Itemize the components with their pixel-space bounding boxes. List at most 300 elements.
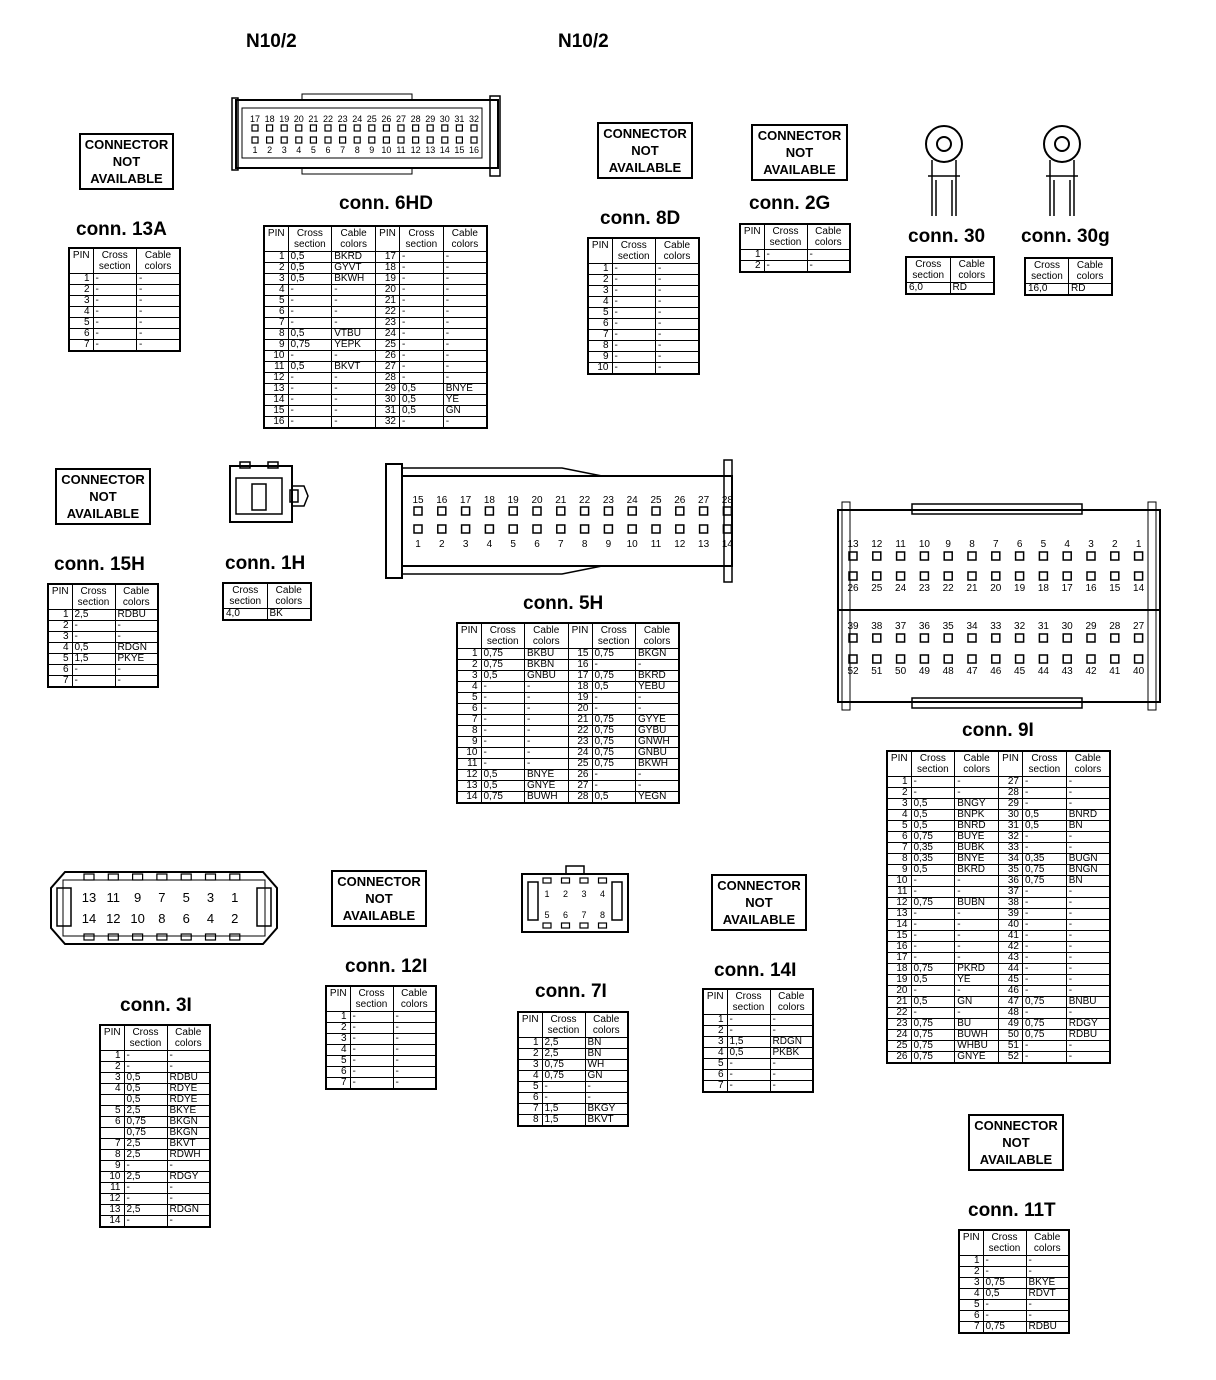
connector-7i-drawing: [518, 866, 632, 936]
cell-pin: 4: [959, 1289, 983, 1300]
col-header-cable-colors: Cable colors: [1069, 258, 1113, 284]
cell-pin: 11: [264, 362, 288, 373]
title-conn-8D: conn. 8D: [600, 208, 681, 229]
cell-cross-section: -: [481, 759, 525, 770]
pin-number-label: 3: [206, 890, 215, 905]
cell-pin: 4: [264, 285, 288, 296]
col-header-pin: PIN: [887, 751, 911, 777]
cell-cable-color: -: [636, 693, 680, 704]
cell-pin: 5: [100, 1106, 124, 1117]
cell-cross-section: -: [350, 1045, 393, 1056]
table-row: [264, 318, 487, 329]
table-header: [48, 584, 158, 610]
cell-cable-color: BKGY: [585, 1104, 628, 1115]
cell-pin: 6: [48, 665, 72, 676]
cell-cross-section: -: [1023, 953, 1067, 964]
cell-cable-color: BKVT: [167, 1139, 210, 1150]
cell-cable-color: YE: [443, 395, 487, 406]
pin-socket: [354, 125, 360, 131]
cell-cross-section: 16,0: [1025, 284, 1069, 296]
cell-cross-section: 0,35: [911, 843, 955, 854]
pin-socket: [296, 125, 302, 131]
pin-number-label: 42: [1085, 666, 1097, 677]
cell-cross-section: 0,5: [288, 329, 332, 340]
cell-cable-color: -: [1066, 920, 1110, 931]
cell-cross-section: 0,35: [911, 854, 955, 865]
col-header-cross-section: Cross section: [400, 226, 444, 252]
cell-cable-color: RDGN: [167, 1205, 210, 1216]
pin-socket: [252, 137, 258, 143]
table-row: [887, 821, 1110, 832]
col-header-cross-section: Cross section: [542, 1012, 585, 1038]
cell-pin: 23: [887, 1019, 911, 1030]
cell-cross-section: -: [400, 296, 444, 307]
cell-cross-section: 0,75: [542, 1060, 585, 1071]
col-header-pin: PIN: [264, 226, 288, 252]
cell-pin: 6: [703, 1070, 727, 1081]
col-header-cross-section: Cross section: [350, 986, 393, 1012]
cell-pin: 25: [376, 340, 400, 351]
table-header: [69, 248, 180, 274]
table-row: [264, 406, 487, 417]
table-row: [588, 286, 699, 297]
pin-number-label: 25: [650, 495, 662, 506]
cell-cable-color: -: [332, 373, 376, 384]
cell-cross-section: 0,75: [1023, 1030, 1067, 1041]
cell-cable-color: BK: [267, 609, 311, 621]
cell-cross-section: -: [72, 632, 115, 643]
pin-number-label: 45: [1014, 666, 1026, 677]
table-header: [457, 623, 679, 649]
pin-number-label: 11: [650, 539, 662, 550]
table-row: [264, 351, 487, 362]
cell-cable-color: -: [443, 274, 487, 285]
col-header-cable-colors: Cable colors: [1066, 751, 1110, 777]
pin-socket: [206, 874, 216, 880]
pin-socket: [628, 525, 636, 533]
cell-cable-color: BUGN: [1066, 854, 1110, 865]
cell-cable-color: BKRD: [955, 865, 999, 876]
cell-cable-color: BKGN: [167, 1128, 210, 1139]
table-row: [100, 1051, 210, 1062]
cell-pin: 17: [887, 953, 911, 964]
cell-cross-section: -: [124, 1161, 167, 1172]
pin-number-label: 8: [354, 145, 360, 155]
col-header-pin: PIN: [376, 226, 400, 252]
cell-pin: 2: [457, 660, 481, 671]
title-conn-12I: conn. 12I: [345, 956, 428, 977]
pin-socket: [1016, 655, 1024, 663]
pin-socket: [944, 655, 952, 663]
pin-socket: [427, 125, 433, 131]
cell-cable-color: -: [1066, 887, 1110, 898]
cell-cross-section: -: [350, 1067, 393, 1078]
pin-socket: [1039, 655, 1047, 663]
pin-socket: [580, 878, 588, 883]
table-row: [887, 1052, 1110, 1064]
pin-number-label: 10: [130, 911, 145, 926]
pin-table-1H: [222, 582, 312, 621]
pin-socket: [1063, 634, 1071, 642]
cell-cross-section: 0,5: [911, 821, 955, 832]
not-available-box-15H: CONNECTOR NOT AVAILABLE: [55, 468, 151, 525]
ring-terminal-30-drawing: [922, 124, 966, 218]
table-row: [740, 250, 850, 261]
cell-pin: 28: [376, 373, 400, 384]
table-row: [740, 261, 850, 273]
cell-pin: 10: [588, 363, 612, 375]
cell-cross-section: -: [592, 693, 636, 704]
pin-socket: [968, 572, 976, 580]
cell-pin: 38: [999, 898, 1023, 909]
pin-number-label: 6: [534, 539, 540, 550]
table-row: [264, 373, 487, 384]
table-row: [887, 887, 1110, 898]
cell-pin: 16: [568, 660, 592, 671]
table-row: [518, 1071, 628, 1082]
cell-cross-section: -: [400, 274, 444, 285]
table-row: [588, 308, 699, 319]
cell-cable-color: -: [1066, 986, 1110, 997]
cell-cross-section: -: [612, 363, 656, 375]
pin-number-label: 23: [918, 583, 930, 594]
pin-table-7I: [517, 1011, 629, 1127]
cell-cable-color: -: [955, 1008, 999, 1019]
cell-pin: 34: [999, 854, 1023, 865]
cell-cable-color: -: [332, 395, 376, 406]
cell-cross-section: 0,5: [911, 799, 955, 810]
cell-cable-color: -: [525, 715, 569, 726]
cell-pin: [100, 1095, 124, 1106]
cell-cross-section: -: [124, 1051, 167, 1062]
cell-pin: 31: [999, 821, 1023, 832]
pin-socket: [354, 137, 360, 143]
cell-pin: 3: [457, 671, 481, 682]
cell-cable-color: GN: [443, 406, 487, 417]
cell-cross-section: -: [93, 296, 137, 307]
cell-pin: 26: [887, 1052, 911, 1064]
cell-cable-color: BN: [585, 1038, 628, 1049]
cell-cable-color: -: [1066, 788, 1110, 799]
cell-cable-color: WHBU: [955, 1041, 999, 1052]
not-available-box-14I: CONNECTOR NOT AVAILABLE: [711, 874, 807, 931]
cell-cable-color: -: [332, 318, 376, 329]
cell-cross-section: -: [911, 909, 955, 920]
cell-cable-color: -: [1026, 1300, 1069, 1311]
cell-cable-color: -: [115, 676, 158, 688]
cell-cross-section: 0,75: [288, 340, 332, 351]
col-header-cable-colors: Cable colors: [267, 583, 311, 609]
cell-cross-section: 0,75: [481, 792, 525, 804]
cell-cable-color: -: [332, 351, 376, 362]
cell-cable-color: -: [443, 252, 487, 263]
col-header-cable-colors: Cable colors: [443, 226, 487, 252]
cell-pin: 6: [69, 329, 93, 340]
pin-number-label: 28: [721, 495, 733, 506]
cell-cable-color: -: [443, 263, 487, 274]
cell-pin: 20: [376, 285, 400, 296]
table-row: [457, 726, 679, 737]
cell-cable-color: -: [1066, 909, 1110, 920]
cell-cable-color: -: [955, 920, 999, 931]
cell-cable-color: -: [1066, 964, 1110, 975]
cell-cable-color: BKYE: [1026, 1278, 1069, 1289]
title-conn-5H: conn. 5H: [523, 593, 604, 614]
table-row: [887, 909, 1110, 920]
cell-cross-section: 0,5: [124, 1084, 167, 1095]
pin-number-label: 19: [1014, 583, 1026, 594]
cell-cross-section: -: [542, 1082, 585, 1093]
cell-cable-color: BKGN: [167, 1117, 210, 1128]
table-row: [326, 1034, 436, 1045]
cell-cross-section: -: [612, 352, 656, 363]
cell-cross-section: -: [911, 942, 955, 953]
cell-cross-section: -: [481, 737, 525, 748]
cell-pin: 21: [376, 296, 400, 307]
cell-cross-section: 0,75: [911, 1030, 955, 1041]
cell-pin: 3: [703, 1037, 727, 1048]
cell-cross-section: -: [983, 1300, 1026, 1311]
table-row: [264, 296, 487, 307]
cell-cross-section: 0,5: [400, 406, 444, 417]
pin-number-label: 8: [599, 910, 606, 920]
cell-cross-section: 0,75: [592, 649, 636, 660]
col-header-cable-colors: Cable colors: [1026, 1230, 1069, 1256]
cell-cable-color: -: [770, 1015, 813, 1026]
pin-number-label: 32: [1014, 621, 1026, 632]
cell-pin: 3: [518, 1060, 542, 1071]
cell-pin: 10: [264, 351, 288, 362]
cell-pin: 23: [376, 318, 400, 329]
cell-pin: 9: [457, 737, 481, 748]
cell-cross-section: 0,75: [592, 726, 636, 737]
pin-number-label: 5: [510, 539, 516, 550]
cell-cable-color: PKRD: [955, 964, 999, 975]
cell-cable-color: -: [525, 759, 569, 770]
cell-cable-color: -: [1066, 799, 1110, 810]
cell-cable-color: RDGN: [770, 1037, 813, 1048]
table-row: [264, 274, 487, 285]
pin-socket: [1135, 552, 1143, 560]
cell-cross-section: -: [1023, 931, 1067, 942]
pin-number-label: 28: [1109, 621, 1121, 632]
cell-cross-section: -: [911, 953, 955, 964]
title-conn-13A: conn. 13A: [76, 219, 167, 240]
cell-cross-section: 0,75: [911, 898, 955, 909]
cell-cross-section: -: [288, 318, 332, 329]
cell-pin: 15: [887, 931, 911, 942]
cell-pin: 7: [703, 1081, 727, 1093]
cell-cross-section: 0,75: [911, 1019, 955, 1030]
cell-cross-section: 2,5: [124, 1205, 167, 1216]
cell-pin: 1: [959, 1256, 983, 1267]
pin-socket: [133, 934, 143, 940]
table-row: [518, 1038, 628, 1049]
cell-cable-color: -: [332, 417, 376, 429]
title-conn-1H: conn. 1H: [225, 553, 306, 574]
table-row: [326, 1023, 436, 1034]
pin-socket: [413, 137, 419, 143]
cell-cable-color: -: [443, 362, 487, 373]
pin-socket: [1016, 572, 1024, 580]
cell-cable-color: -: [656, 352, 700, 363]
cell-pin: 5: [518, 1082, 542, 1093]
cell-cross-section: -: [288, 373, 332, 384]
pin-table-11T: [958, 1229, 1070, 1334]
table-row: [326, 1045, 436, 1056]
title-conn-7I: conn. 7I: [535, 981, 607, 1002]
pin-socket: [873, 655, 881, 663]
pin-number-label: 3: [462, 539, 469, 550]
table-row: [703, 1070, 813, 1081]
cell-cross-section: 0,75: [1023, 876, 1067, 887]
cell-pin: 31: [376, 406, 400, 417]
cell-pin: 3: [48, 632, 72, 643]
pin-number-label: 22: [942, 583, 954, 594]
cell-cable-color: -: [393, 1034, 436, 1045]
pin-number-label: 21: [966, 583, 978, 594]
table-row: [457, 792, 679, 804]
cell-cross-section: -: [124, 1183, 167, 1194]
pin-number-label: 8: [969, 539, 975, 550]
pin-socket: [873, 552, 881, 560]
cell-pin: 12: [887, 898, 911, 909]
cell-cable-color: YEGN: [636, 792, 680, 804]
cell-pin: 6: [518, 1093, 542, 1104]
cell-cross-section: 0,5: [1023, 821, 1067, 832]
cell-cable-color: -: [332, 384, 376, 395]
pin-number-label: 13: [81, 890, 97, 905]
pin-number-label: 10: [918, 539, 930, 550]
cell-pin: 2: [588, 275, 612, 286]
cell-cross-section: 0,5: [592, 792, 636, 804]
cell-cross-section: 0,5: [288, 263, 332, 274]
table-row: [100, 1216, 210, 1228]
cell-pin: 12: [457, 770, 481, 781]
cell-pin: 35: [999, 865, 1023, 876]
table-row: [100, 1161, 210, 1172]
pin-socket: [920, 552, 928, 560]
cell-cross-section: 2,5: [72, 610, 115, 621]
cell-cable-color: -: [393, 1012, 436, 1023]
cell-pin: 6: [588, 319, 612, 330]
pin-socket: [599, 878, 607, 883]
pin-socket: [1063, 552, 1071, 560]
cell-cross-section: -: [288, 285, 332, 296]
pin-number-label: 52: [847, 666, 859, 677]
cell-pin: 19: [376, 274, 400, 285]
table-row: [887, 898, 1110, 909]
pin-socket: [310, 137, 316, 143]
cell-pin: 10: [100, 1172, 124, 1183]
cell-cable-color: -: [636, 660, 680, 671]
table-row: [906, 283, 994, 295]
pin-socket: [1016, 634, 1024, 642]
pin-socket: [557, 525, 565, 533]
cell-cross-section: -: [612, 297, 656, 308]
pin-socket: [873, 572, 881, 580]
col-header-cross-section: Cross section: [1025, 258, 1069, 284]
pin-socket: [700, 507, 708, 515]
pin-socket: [456, 125, 462, 131]
cell-pin: 1: [69, 274, 93, 285]
cell-cross-section: -: [592, 704, 636, 715]
pin-socket: [599, 923, 607, 928]
cell-pin: 5: [457, 693, 481, 704]
cell-pin: 27: [568, 781, 592, 792]
cell-cable-color: BUBN: [955, 898, 999, 909]
cell-pin: 17: [568, 671, 592, 682]
cell-cross-section: -: [1023, 799, 1067, 810]
cell-cable-color: -: [770, 1081, 813, 1093]
pin-socket: [1111, 552, 1119, 560]
cell-cable-color: RDGN: [115, 643, 158, 654]
cell-pin: 8: [264, 329, 288, 340]
table-row: [959, 1289, 1069, 1300]
pin-number-label: 9: [945, 539, 951, 550]
pin-number-label: 43: [1061, 666, 1073, 677]
table-header: [223, 583, 311, 609]
cell-cross-section: -: [288, 406, 332, 417]
cell-cable-color: BKYE: [167, 1106, 210, 1117]
table-header: [588, 238, 699, 264]
pin-socket: [325, 125, 331, 131]
cell-cable-color: RDWH: [167, 1150, 210, 1161]
col-header-cross-section: Cross section: [1023, 751, 1067, 777]
pin-socket: [1039, 552, 1047, 560]
cell-cross-section: -: [764, 261, 807, 273]
not-available-box-13A: CONNECTOR NOT AVAILABLE: [79, 133, 174, 190]
pin-number-label: 44: [1037, 666, 1049, 677]
pin-number-label: 6: [325, 145, 331, 155]
cell-pin: 5: [326, 1056, 350, 1067]
table-row: [264, 307, 487, 318]
pin-socket: [230, 934, 240, 940]
pin-number-label: 3: [281, 145, 287, 155]
pin-number-label: 4: [1064, 539, 1070, 550]
not-available-box-8D: CONNECTOR NOT AVAILABLE: [597, 122, 693, 179]
pin-number-label: 15: [1109, 583, 1121, 594]
table-row: [264, 252, 487, 263]
cell-cable-color: -: [167, 1216, 210, 1228]
cell-pin: 3: [959, 1278, 983, 1289]
pin-socket: [206, 934, 216, 940]
cell-cross-section: 0,5: [72, 643, 115, 654]
cell-cross-section: -: [592, 781, 636, 792]
cell-cable-color: BNBU: [1066, 997, 1110, 1008]
table-header: [887, 751, 1110, 777]
cell-cross-section: 0,35: [1023, 854, 1067, 865]
pin-socket: [442, 125, 448, 131]
pin-socket: [296, 137, 302, 143]
table-row: [100, 1073, 210, 1084]
cell-pin: 1: [588, 264, 612, 275]
cell-cable-color: -: [393, 1067, 436, 1078]
pin-socket: [1016, 552, 1024, 560]
cell-cross-section: -: [400, 318, 444, 329]
pin-number-label: 28: [410, 114, 421, 124]
cell-cable-color: BKWH: [332, 274, 376, 285]
pin-socket: [133, 874, 143, 880]
pin-number-label: 2: [1112, 539, 1118, 550]
col-header-pin: PIN: [100, 1025, 124, 1051]
table-row: [264, 417, 487, 429]
cell-pin: 24: [887, 1030, 911, 1041]
col-header-cross-section: Cross section: [906, 257, 950, 283]
cell-cable-color: -: [443, 296, 487, 307]
pin-number-label: 49: [918, 666, 930, 677]
cell-pin: 4: [518, 1071, 542, 1082]
